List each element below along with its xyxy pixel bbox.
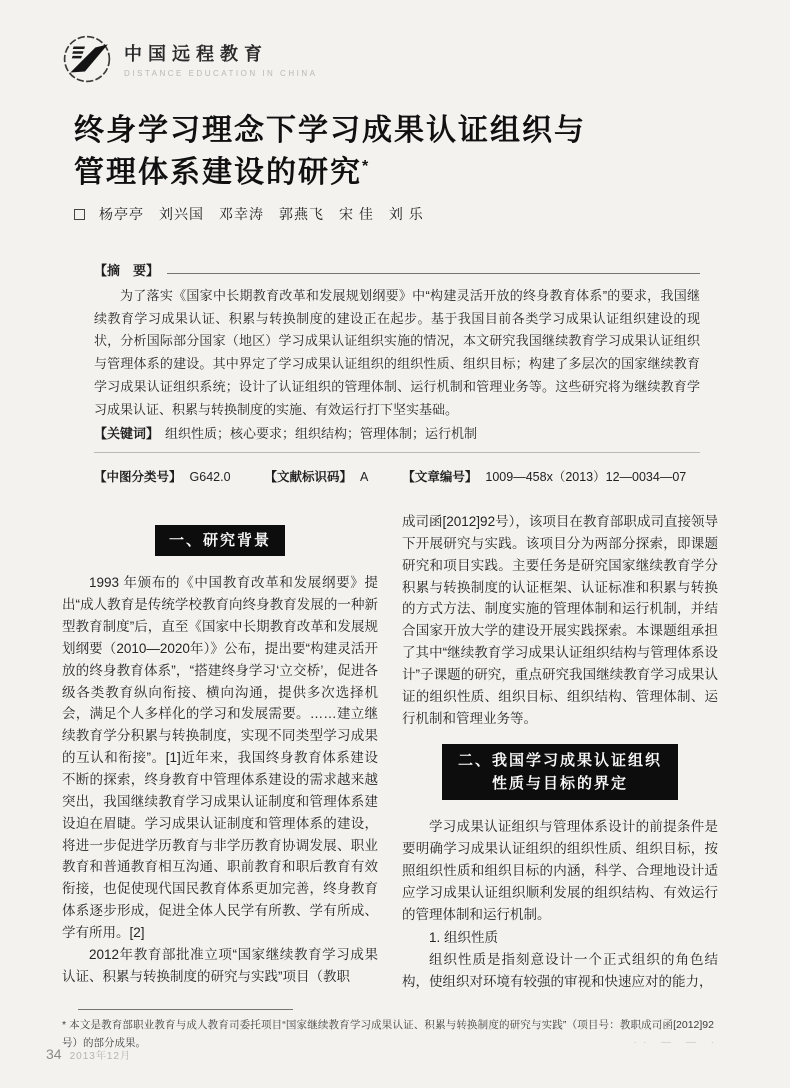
journal-name-en: DISTANCE EDUCATION IN CHINA: [124, 69, 318, 78]
journal-name: 中国远程教育: [124, 44, 268, 64]
meta-row: [94, 467, 700, 485]
section-2-subheading-1: 1. 组织性质: [429, 930, 499, 946]
keywords-label: 【关键词】: [94, 426, 160, 442]
abstract-rule: [167, 273, 700, 274]
authors-row: [74, 204, 718, 224]
keywords-rule: [94, 452, 700, 453]
journal-logo-icon: [62, 34, 112, 84]
article-id: [402, 467, 686, 485]
footnote-area: [62, 1009, 718, 1053]
footnote-text: * 本文是教育部职业教育与成人教育司委托项目“国家继续教育学习成果认证、积累与转换制度的研究与实践”（项目号：教职成司函[2012]92号）的部分成果。: [62, 1018, 714, 1049]
abstract-label-row: [94, 260, 700, 283]
right-column: [402, 511, 718, 993]
scan-artifact-dashes: ·· — — ·: [633, 1037, 720, 1048]
title-footnote-mark: *: [362, 158, 371, 175]
left-column: [62, 511, 378, 993]
doc-code-value: A: [360, 470, 369, 484]
clc-label: 【中图分类号】: [94, 470, 182, 484]
section-2-heading: [442, 744, 678, 801]
page-footer: [46, 1046, 131, 1062]
authors-names: 杨亭亭 刘兴国 邓幸涛 郭燕飞 宋 佳 刘 乐: [99, 206, 424, 222]
keywords-text: 组织性质；核心要求；组织结构；管理体制；运行机制: [165, 426, 478, 442]
clc-value: G642.0: [189, 470, 231, 484]
abstract-block: [94, 260, 700, 453]
section-2-paragraph-1: 学习成果认证组织与管理体系设计的前提条件是要明确学习成果认证组织的组织性质、组织目标，按照组织性质和组织目标的内涵，科学、合理地设计适应学习成果认证组织顺利发展的组织结构、有效运行的管理体制和运行机制。: [402, 819, 718, 922]
keywords-row: [94, 423, 700, 446]
journal-masthead: [62, 34, 718, 84]
footnote-rule: [78, 1009, 293, 1010]
issue-date: 2013年12月: [69, 1051, 131, 1062]
section-1-continuation: 成司函[2012]92号），该项目在教育部职成司直接领导下开展研究与实践。该项目分为两部分探索，即课题研究和项目实践。主要任务是研究国家继续教育学分积累与转换制度的认证框架、认证标准和积累与转换的方式方法、制度实施的管理体制和运行机制，并结合国家开放大学的建设开展实践探索。本课题组承担了其中“继续教育学习成果认证组织结构与管理体系设计”子课题的研究，重点研究我国继续教育学习成果认证的组织性质、组织目标、组织结构、管理体制、运行机制和管理业务等。: [402, 514, 718, 726]
section-1-paragraph-2: 2012年教育部批准立项“国家继续教育学习成果认证、积累与转换制度的研究与实践”项目（教职: [62, 946, 378, 984]
abstract-text: 为了落实《国家中长期教育改革和发展规划纲要》中“构建灵活开放的终身教育体系”的要求，我国继续教育学习成果认证、积累与转换制度的建设正在起步。基于我国目前各类学习成果认证组织建设的现状，分析国际部分国家（地区）学习成果认证组织实施的情况，本文研究我国继续教育学习成果认证组织与管理体系的建设。其中界定了学习成果认证组织的组织性质、组织目标；构建了多层次的国家继续教育学习成果认证组织系统；设计了认证组织的管理体制、运行机制和管理业务等。这些研究将为继续教育学习成果认证、积累与转换制度的实施、有效运行打下坚实基础。: [94, 287, 700, 417]
page-number: 34: [46, 1046, 62, 1062]
section-2-heading-line2: 性质与目标的界定: [491, 774, 628, 792]
section-1-paragraph-1: 1993 年颁布的《中国教育改革和发展纲要》提出“成人教育是传统学校教育向终身教育发展的一种新型教育制度”后，直至《国家中长期教育改革和发展规划纲要（2010—2020年）》公布，提出要“构建灵活开放的终身教育体系”，“搭建终身学习‘立交桥’，促进各级各类教育纵向衔接、横向沟通，提供多次选择机会，满足个人多样化的学习和发展需要。……建立继续教育学分积累与转换制度，实现不同类型学习成果的互认和衔接”。[1]近年来，我国终身教育体系建设不断的探索，终身教育中管理体系建设的需求越来越突出，我国继续教育学习成果认证制度和管理体系建设迫在眉睫。学习成果认证制度和管理体系的建设，将进一步促进学历教育与非学历教育协调发展、职业教育和普通教育相互沟通、职前教育和职后教育有效衔接，也促使现代国民教育体系更加完善，终身教育体系逐步形成，促进全体人民学有所教、学有所成、学有所用。[2]: [62, 575, 378, 940]
article-id-value: 1009—458x（2013）12—0034—07: [485, 470, 687, 484]
section-1-heading: 一、研究背景: [155, 525, 285, 556]
clc-number: [94, 467, 231, 485]
doc-code-label: 【文献标识码】: [264, 470, 353, 484]
abstract-label: 【摘 要】: [94, 263, 160, 278]
section-2-paragraph-2: 组织性质是指刻意设计一个正式组织的角色结构，使组织对环境有较强的审视和快速应对的能力，: [402, 952, 718, 990]
article-body: [62, 511, 718, 993]
section-2-heading-line1: 二、我国学习成果认证组织: [457, 751, 662, 769]
document-code: [265, 467, 369, 485]
article-title: [74, 110, 718, 194]
article-title-line1: 终身学习理念下学习成果认证组织与: [74, 114, 586, 147]
journal-logo-text: [124, 40, 317, 78]
article-title-line2-text: 管理体系建设的研究: [74, 156, 362, 189]
article-title-line2: [74, 152, 718, 194]
author-marker-icon: [74, 209, 85, 220]
article-id-label: 【文章编号】: [402, 470, 478, 484]
